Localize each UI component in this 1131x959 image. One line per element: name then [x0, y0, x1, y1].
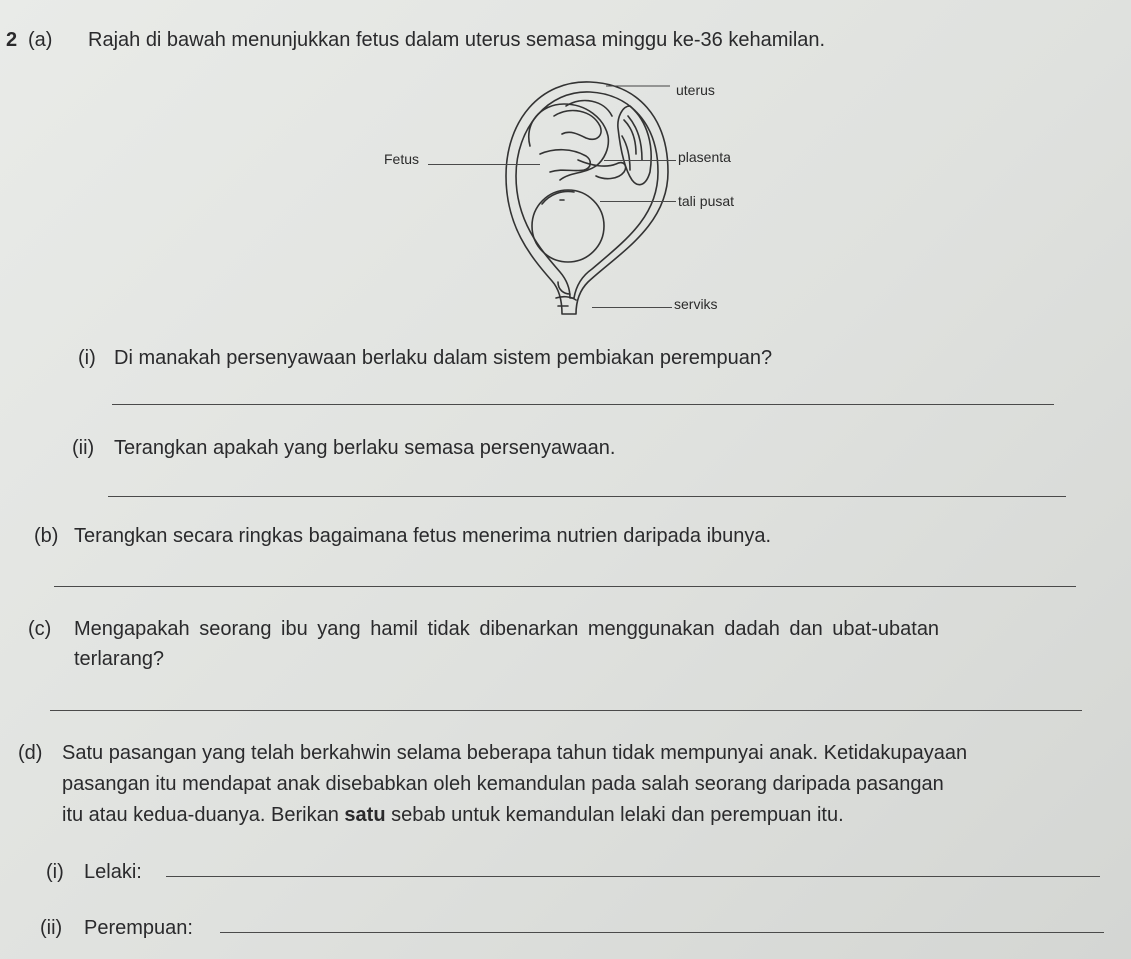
fetal-head [532, 190, 604, 262]
part-c-line2: terlarang? [74, 648, 165, 670]
answer-line-d-i[interactable] [166, 876, 1100, 877]
part-a-ii-label: (ii) [72, 437, 95, 459]
part-a-ii-text: Terangkan apakah yang berlaku semasa persenyawaan. [114, 437, 616, 459]
emphasis-satu: satu [344, 804, 386, 826]
part-b-label: (b) [34, 525, 59, 547]
part-a-i-label: (i) [78, 347, 96, 369]
part-d-i-label: (i) [46, 861, 64, 883]
leader-tali-pusat [600, 201, 676, 202]
question-number: 2 [6, 29, 18, 51]
answer-line-a-i[interactable] [112, 404, 1054, 405]
part-d-ii-label: (ii) [40, 917, 63, 939]
part-d-i-text: Lelaki: [84, 861, 142, 883]
part-a-label: (a) [28, 29, 53, 51]
part-a-i-text: Di manakah persenyawaan berlaku dalam sistem pembiakan perempuan? [114, 347, 773, 369]
part-d-line3: itu atau kedua-duanya. Berikan satu sebab untuk kemandulan lelaki dan perempuan itu. [62, 804, 844, 826]
fetal-legs [554, 101, 612, 140]
part-d-line1: Satu pasangan yang telah berkahwin selama beberapa tahun tidak mempunyai anak. Ketidakupayaan [62, 742, 968, 764]
answer-line-b[interactable] [54, 586, 1076, 587]
part-a-stem: Rajah di bawah menunjukkan fetus dalam uterus semasa minggu ke-36 kehamilan. [88, 29, 826, 51]
label-plasenta: plasenta [678, 149, 731, 165]
answer-line-c[interactable] [50, 710, 1082, 711]
label-fetus: Fetus [384, 151, 420, 167]
label-serviks: serviks [674, 296, 718, 312]
label-uterus: uterus [676, 82, 715, 98]
part-d-line2: pasangan itu mendapat anak disebabkan oleh kemandulan pada salah seorang daripada pasangan [62, 773, 944, 795]
answer-line-a-ii[interactable] [108, 496, 1066, 497]
answer-line-d-ii[interactable] [220, 932, 1104, 933]
part-c-line1: Mengapakah seorang ibu yang hamil tidak dibenarkan menggunakan dadah dan ubat-ubatan [74, 618, 940, 640]
part-b-text: Terangkan secara ringkas bagaimana fetus menerima nutrien daripada ibunya. [74, 525, 772, 547]
part-d-label: (d) [18, 742, 43, 764]
part-c-label: (c) [28, 618, 52, 640]
leader-serviks [592, 307, 672, 308]
leader-plasenta [604, 160, 676, 161]
fetal-body [529, 104, 609, 180]
label-tali-pusat: tali pusat [678, 193, 735, 209]
fetal-arm [540, 150, 590, 172]
leader-fetus [428, 164, 540, 165]
part-d-ii-text: Perempuan: [84, 917, 193, 939]
uterus-outer-wall [506, 82, 668, 314]
